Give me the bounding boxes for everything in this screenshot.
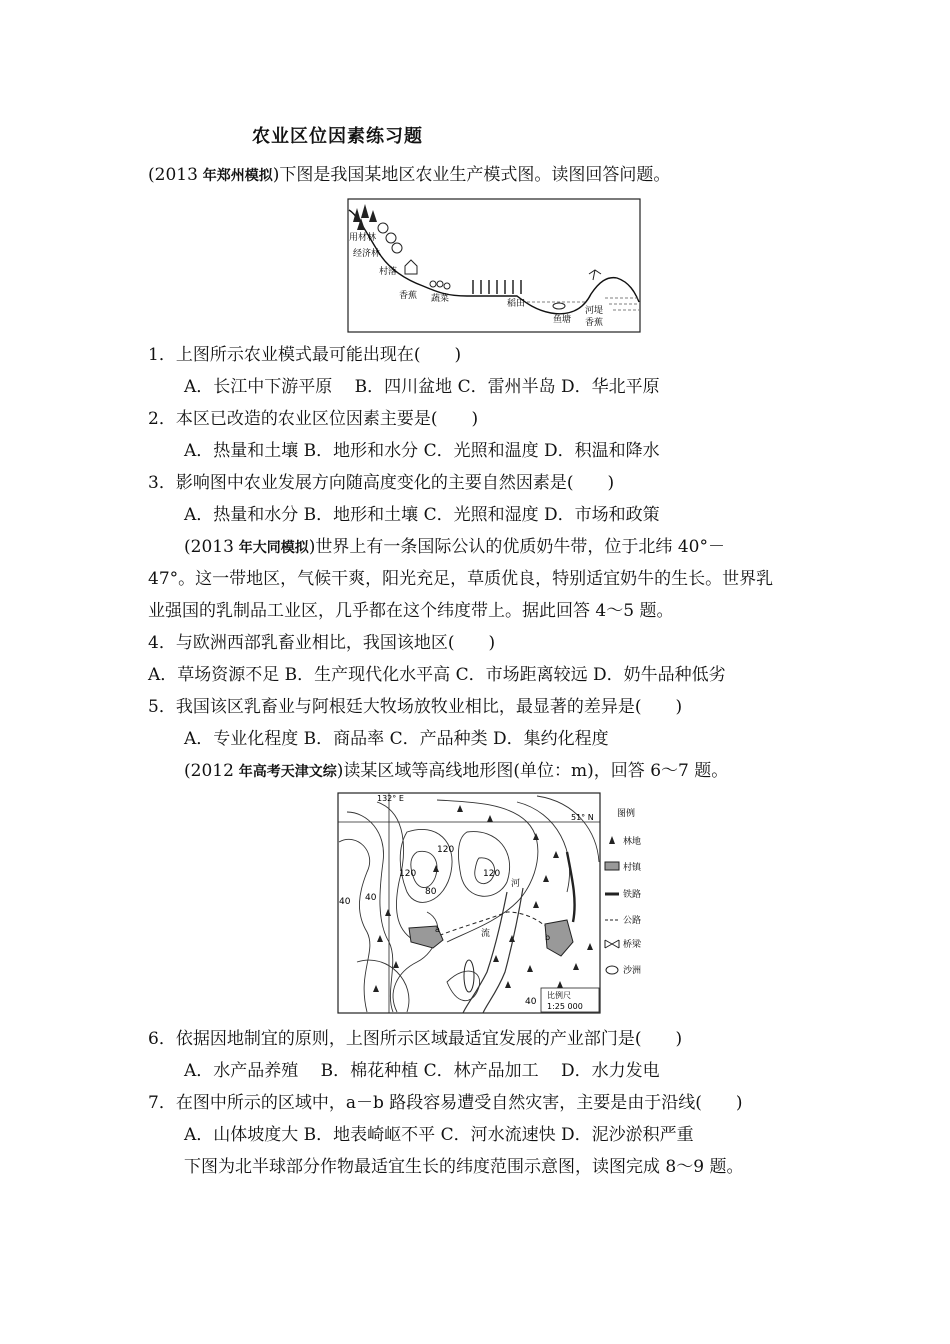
question-2-options: A．热量和土壤 B．地形和水分 C．光照和温度 D．积温和降水 bbox=[184, 441, 660, 461]
question-6-stem: 6．依据因地制宜的原则，上图所示区域最适宜发展的产业部门是( ) bbox=[148, 1029, 683, 1049]
intro-datong bbox=[184, 536, 725, 559]
contour-label: 40 bbox=[525, 997, 537, 1007]
question-6-options: A．水产品养殖 B．棉花种植 C．林产品加工 D．水力发电 bbox=[184, 1061, 660, 1081]
town-icon bbox=[605, 862, 619, 870]
intro-tianjin bbox=[184, 760, 728, 783]
contour-label: 120 bbox=[399, 869, 417, 879]
legend-railway: 铁路 bbox=[623, 890, 642, 900]
legend-sandbar: 沙洲 bbox=[623, 966, 642, 976]
intro-crops: 下图为北半球部分作物最适宜生长的纬度范围示意图，读图完成 8～9 题。 bbox=[184, 1157, 744, 1177]
legend-road: 公路 bbox=[623, 916, 642, 926]
intro-datong-line2: 47°。这一带地区，气候干爽，阳光充足，草质优良，特别适宜奶牛的生长。世界乳 bbox=[148, 569, 774, 589]
bridge-icon bbox=[605, 940, 619, 948]
label-banana: 香蕉 bbox=[399, 291, 418, 301]
question-2-stem: 2．本区已改造的农业区位因素主要是( ) bbox=[148, 409, 479, 429]
intro-datong-line3: 业强国的乳制品工业区，几乎都在这个纬度带上。据此回答 4～5 题。 bbox=[148, 601, 674, 621]
label-economic-forest: 经济林 bbox=[353, 249, 381, 259]
scale-value: 1:25 000 bbox=[547, 1002, 583, 1011]
intro-source: 年高考天津文综 bbox=[233, 764, 337, 780]
scale-label: 比例尺 bbox=[547, 991, 571, 1000]
contour-label: 80 bbox=[425, 887, 437, 897]
label-levee-banana: 香蕉 bbox=[585, 318, 604, 328]
question-3-stem: 3．影响图中农业发展方向随高度变化的主要自然因素是( ) bbox=[148, 473, 615, 493]
question-7-options: A．山体坡度大 B．地表崎岖不平 C．河水流速快 D．泥沙淤积严重 bbox=[184, 1125, 694, 1145]
legend-town: 村镇 bbox=[623, 863, 642, 873]
intro-year: (2012 bbox=[184, 761, 234, 781]
intro-text: )世界上有一条国际公认的优质奶牛带，位于北纬 40°－ bbox=[308, 537, 725, 557]
contour-label: 120 bbox=[483, 869, 501, 879]
question-5-stem: 5．我国该区乳畜业与阿根廷大牧场放牧业相比，最显著的差异是( ) bbox=[148, 697, 683, 717]
forest-icon bbox=[609, 836, 615, 844]
contour-label: 120 bbox=[437, 845, 455, 855]
label-timber-forest: 用材林 bbox=[349, 233, 377, 243]
legend-forest: 林地 bbox=[623, 837, 642, 847]
question-1-options: A．长江中下游平原 B．四川盆地 C．雷州半岛 D．华北平原 bbox=[184, 377, 660, 397]
legend-bridge: 桥梁 bbox=[623, 940, 642, 950]
legend-title: 图例 bbox=[617, 809, 636, 819]
label-fishpond: 鱼塘 bbox=[553, 315, 572, 325]
point-a-label: a bbox=[435, 925, 440, 934]
river-char: 河 bbox=[511, 879, 521, 889]
question-4-stem: 4．与欧洲西部乳畜业相比，我国该地区( ) bbox=[148, 633, 496, 653]
latitude-label: 51° N bbox=[571, 813, 594, 822]
question-4-options: A．草场资源不足 B．生产现代化水平高 C．市场距离较远 D．奶牛品种低劣 bbox=[148, 665, 726, 685]
label-levee: 河堤 bbox=[585, 306, 604, 316]
map-legend bbox=[605, 807, 642, 976]
question-1-stem: 1．上图所示农业模式最可能出现在( ) bbox=[148, 345, 462, 365]
question-7-stem: 7．在图中所示的区域中，a－b 路段容易遭受自然灾害，主要是由于沿线( ) bbox=[148, 1093, 743, 1113]
intro-source: 年郑州模拟 bbox=[197, 168, 273, 184]
question-3-options: A．热量和水分 B．地形和土壤 C．光照和湿度 D．市场和政策 bbox=[184, 505, 660, 525]
sandbar-icon bbox=[606, 966, 618, 974]
intro-zhengzhou bbox=[148, 164, 670, 187]
intro-text: )下图是我国某地区农业生产模式图。读图回答问题。 bbox=[272, 165, 671, 185]
point-b-label: b bbox=[545, 933, 551, 942]
page-title: 农业区位因素练习题 bbox=[252, 126, 423, 147]
label-rice-field: 稻田 bbox=[507, 299, 526, 309]
question-5-options: A．专业化程度 B．商品率 C．产品种类 D．集约化程度 bbox=[184, 729, 609, 749]
intro-year: (2013 bbox=[184, 537, 234, 557]
longitude-label: 132° E bbox=[377, 794, 404, 803]
agriculture-model-figure bbox=[347, 198, 641, 334]
label-vegetables: 蔬菜 bbox=[431, 294, 450, 304]
intro-year: (2013 bbox=[148, 165, 198, 185]
intro-source: 年大同模拟 bbox=[233, 540, 309, 556]
river-char: 流 bbox=[481, 929, 491, 939]
label-village: 村落 bbox=[379, 267, 398, 277]
contour-map-figure bbox=[337, 792, 659, 1016]
intro-text: )读某区域等高线地形图(单位：m)，回答 6～7 题。 bbox=[336, 761, 729, 781]
contour-label: 40 bbox=[339, 897, 351, 907]
contour-label: 40 bbox=[365, 893, 377, 903]
